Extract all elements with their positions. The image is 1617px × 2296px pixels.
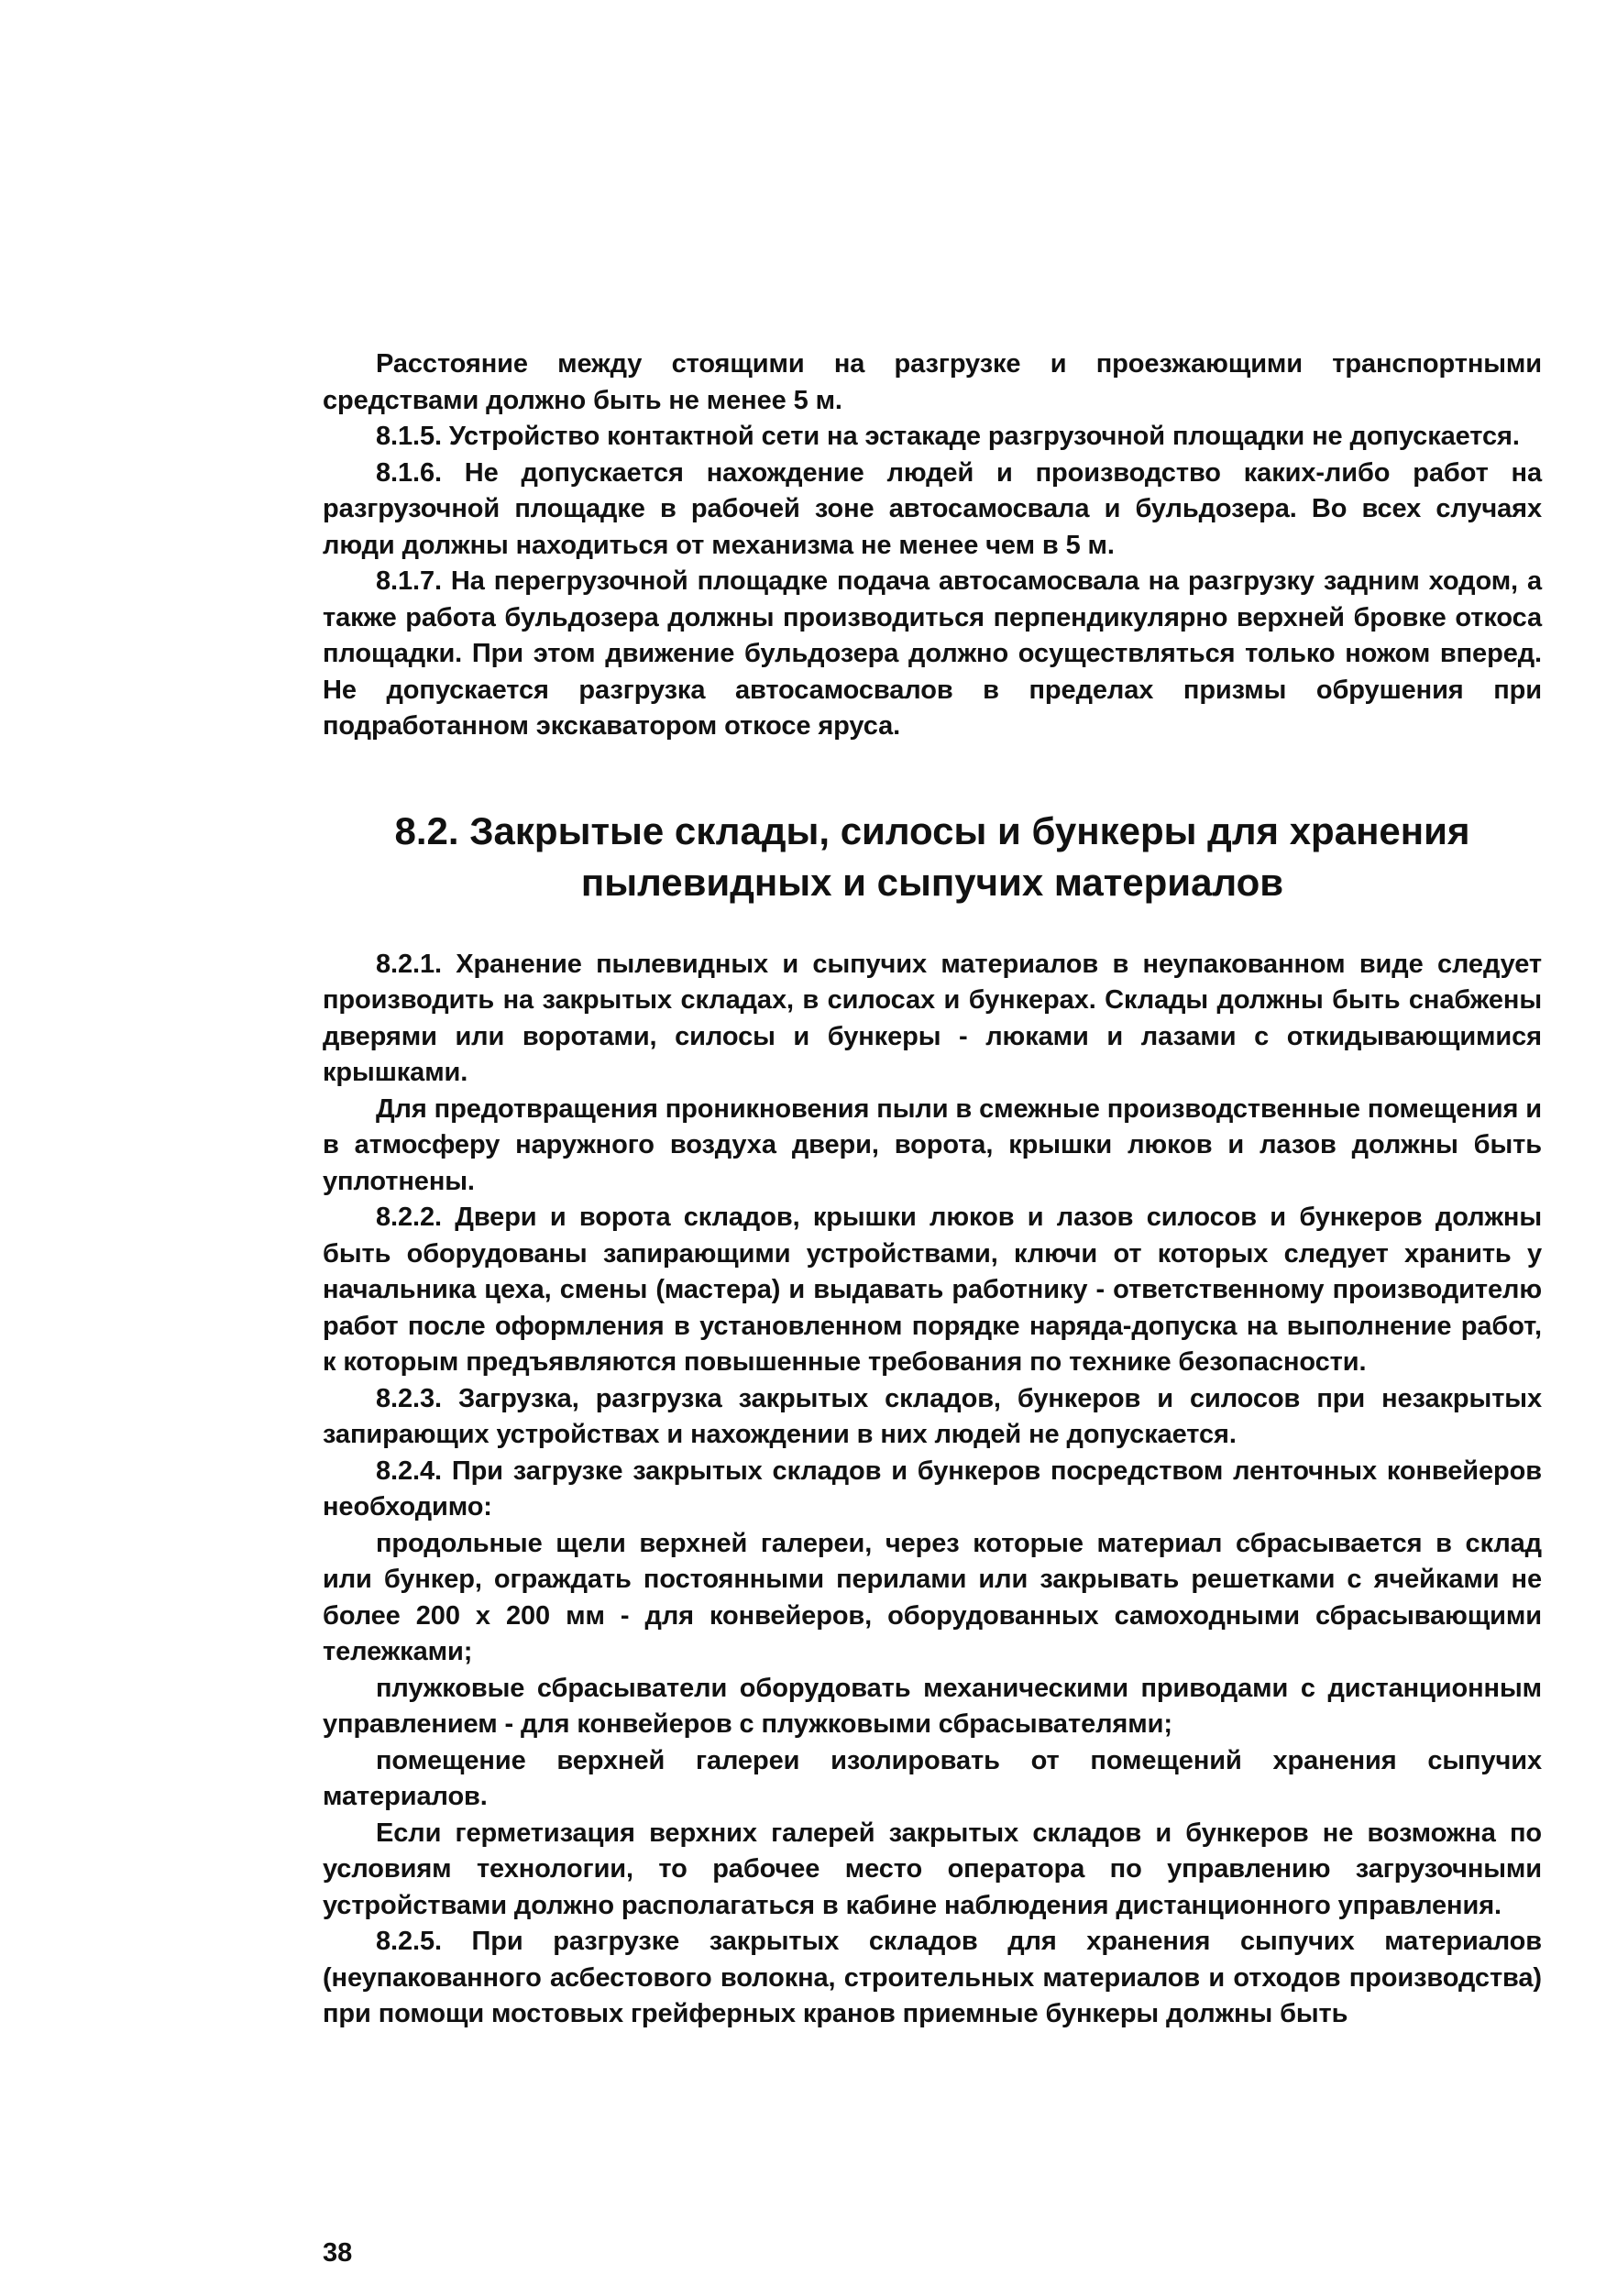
paragraph-distance: Расстояние между стоящими на разгрузке и проезжающими транспортными средствами должно быть не менее 5 м. — [323, 349, 1542, 415]
list-item-slots: продольные щели верхней галереи, через которые материал сбрасывается в склад или бункер, ограждать постоянными перилами или закрывать решетками с ячейками не более 200 х 200 мм - для конвейеров, оборудованных самоходными сбрасывающими тележками; — [323, 1528, 1542, 1666]
section-heading: 8.2. Закрытые склады, силосы и бункеры для хранения пылевидных и сыпучих материалов — [394, 808, 1470, 904]
document-page — [323, 346, 1542, 2033]
paragraph-sealing: Если герметизация верхних галерей закрытых складов и бункеров не возможна по условиям технологии, то рабочее место оператора по управлению загрузочными устройствами должно располагаться в кабине наблюдения дистанционного управления. — [323, 1818, 1542, 1920]
paragraph-8-2-5: 8.2.5. При разгрузке закрытых складов для хранения сыпучих материалов (неупакованного асбестового волокна, строительных материалов и отходов производства) при помощи мостовых грейферных кранов приемные бункеры должны быть — [323, 1927, 1542, 2028]
page-number: 38 — [323, 2238, 353, 2268]
section-spacer — [323, 745, 1542, 806]
list-item-plow-droppers: плужковые сбрасыватели оборудовать механическими приводами с дистанционным управлением - для конвейеров с плужковыми сбрасывателями; — [323, 1673, 1542, 1739]
paragraph-8-1-7: 8.1.7. На перегрузочной площадке подача автосамосвала на разгрузку задним ходом, а также работа бульдозера должны производиться перпендикулярно верхней бровке откоса площадки. При этом движение бульдозера должно осуществляться только ножом вперед. Не допускается разгрузка автосамосвалов в пределах призмы обрушения при подработанном экскаватором откосе яруса. — [323, 566, 1542, 741]
paragraph-8-2-1: 8.2.1. Хранение пылевидных и сыпучих материалов в неупакованном виде следует производить на закрытых складах, в силосах и бункерах. Склады должны быть снабжены дверями или воротами, силосы и бункеры - люками и лазами с откидывающимися крышками. — [323, 949, 1542, 1087]
paragraph-8-1-5: 8.1.5. Устройство контактной сети на эстакаде разгрузочной площадки не допускается. — [376, 422, 1520, 451]
heading-spacer — [323, 908, 1542, 947]
list-item-gallery-isolation: помещение верхней галереи изолировать от помещений хранения сыпучих материалов. — [323, 1745, 1542, 1811]
paragraph-8-2-3: 8.2.3. Загрузка, разгрузка закрытых складов, бункеров и силосов при незакрытых запирающих устройствах и нахождении в них людей не допускается. — [323, 1383, 1542, 1449]
paragraph-8-1-6: 8.1.6. Не допускается нахождение людей и производство каких-либо работ на разгрузочной площадке в рабочей зоне автосамосвала и бульдозера. Во всех случаях люди должны находиться от механизма не менее чем в 5 м. — [323, 457, 1542, 560]
paragraph-8-2-2: 8.2.2. Двери и ворота складов, крышки люков и лазов силосов и бункеров должны быть оборудованы запирающими устройствами, ключи от которых следует хранить у начальника цеха, смены (мастера) и выдавать работнику - ответственному производителю работ после оформления в установленном порядке наряда-допуска на выполнение работ, к которым предъявляются повышенные требования по технике безопасности. — [323, 1203, 1542, 1377]
paragraph-8-2-4: 8.2.4. При загрузке закрытых складов и бункеров посредством ленточных конвейеров необходимо: — [323, 1456, 1542, 1522]
paragraph-dust-prevention: Для предотвращения проникновения пыли в смежные производственные помещения и в атмосферу наружного воздуха двери, ворота, крышки люков и лазов должны быть уплотнены. — [323, 1093, 1542, 1196]
